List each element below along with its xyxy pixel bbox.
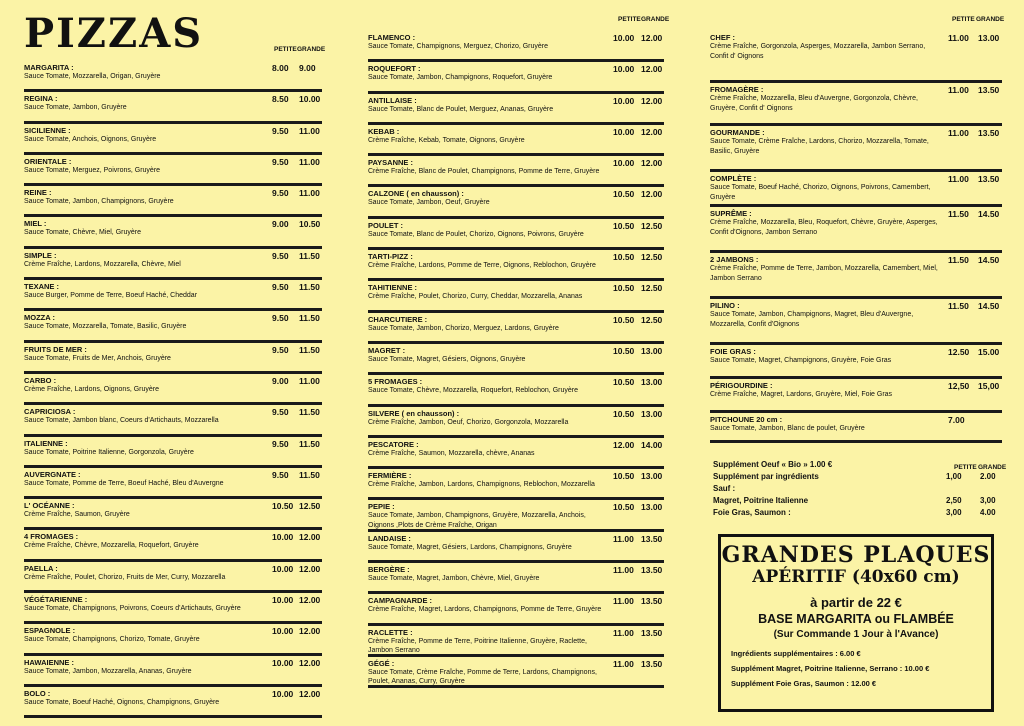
supplement-row	[710, 472, 1002, 484]
pizza-name: CARBO :	[24, 375, 57, 385]
pizza-item	[24, 124, 322, 155]
pizza-item	[710, 207, 1002, 253]
pizza-name: MOZZA :	[24, 313, 55, 323]
pizza-name: PAELLA :	[24, 563, 58, 573]
grande-header: GRANDE	[297, 46, 326, 53]
pizza-list-1	[24, 61, 322, 718]
price-grande: 12.00	[299, 626, 321, 637]
supplement-petite: 1,00	[946, 472, 962, 481]
price-grande: 10.50	[299, 219, 321, 230]
price-petite: 10.50	[613, 189, 635, 200]
pizza-name: RACLETTE :	[368, 627, 413, 637]
pizza-item	[24, 562, 322, 593]
pizza-list-2	[368, 31, 664, 688]
supplement-grande: 4.00	[980, 508, 996, 517]
pizza-item	[368, 187, 664, 218]
price-grande: 13.50	[641, 533, 663, 544]
pizza-description: Sauce Tomate, Chèvre, Miel, Gruyère	[24, 229, 141, 237]
pizza-description: Sauce Tomate, Magret, Champignons, Gruyère, Foie Gras	[710, 357, 892, 364]
price-petite: 10.50	[613, 252, 635, 263]
pizza-name: ORIENTALE :	[24, 156, 72, 166]
pizza-description: Sauce Tomate, Jambon blanc, Coeurs d'Artichauts, Mozzarella	[24, 417, 219, 425]
supplement-grande: 3,00	[980, 496, 996, 505]
pizza-name: PÉRIGOURDINE :	[710, 381, 773, 390]
pizza-name: ITALIENNE :	[24, 438, 68, 448]
price-grande: 13.50	[641, 596, 663, 607]
pizza-description: Sauce Tomate, Chèvre, Mozzarella, Roquefort, Reblochon, Gruyère	[368, 387, 578, 395]
pizza-name: SIMPLE :	[24, 250, 57, 260]
price-petite: 12,50	[948, 381, 970, 391]
plaques-title: GRANDES PLAQUES	[721, 542, 991, 568]
pizza-item	[24, 374, 322, 405]
pizza-name: L' OCÉANNE :	[24, 501, 75, 511]
pizza-description: Crème Fraîche, Saumon, Gruyère	[24, 511, 130, 519]
supplement-label: Supplément par ingrédients	[713, 472, 819, 481]
pizza-name: LANDAISE :	[368, 533, 411, 543]
pizza-description: Crème Fraîche, Poulet, Chorizo, Fruits de Mer, Curry, Mozzarella	[24, 573, 226, 581]
pizza-description: Crème Fraîche, Saumon, Mozzarella, chèvre, Ananas	[368, 449, 535, 457]
pizza-name: GÉGÉ :	[368, 658, 395, 668]
pizza-item	[710, 345, 1002, 379]
price-grande: 13.50	[641, 658, 663, 669]
price-petite: 11.00	[948, 174, 969, 184]
supplement-label: Supplément Oeuf « Bio » 1.00 €	[713, 460, 833, 469]
pizza-description: Sauce Burger, Pomme de Terre, Boeuf Haché, Cheddar	[24, 292, 198, 300]
pizza-name: PESCATORE :	[368, 439, 419, 449]
plaques-base: BASE MARGARITA ou FLAMBÉE	[758, 612, 954, 626]
price-petite: 12.00	[613, 439, 635, 450]
price-grande: 9.00	[299, 63, 316, 73]
pizza-item	[368, 563, 664, 594]
plaques-price: à partir de 22 €	[810, 595, 902, 610]
pizza-name: HAWAIENNE :	[24, 657, 75, 667]
plaques-extra: Supplément Magret, Poitrine Italienne, Serrano : 10.00 €	[731, 664, 930, 673]
pizza-description: Sauce Tomate, Jambon, Oeuf, Gruyère	[368, 199, 490, 207]
pizza-name: MIEL :	[24, 219, 47, 229]
pizza-item	[24, 311, 322, 342]
supplement-petite: 2,50	[946, 496, 962, 505]
supplement-grande-header: GRANDE	[978, 464, 1007, 471]
pizza-name: SICILIENNE :	[24, 125, 71, 135]
price-grande: 12.00	[641, 126, 663, 137]
price-petite: 10.00	[272, 532, 294, 543]
price-petite: 11.00	[613, 627, 634, 638]
price-grande: 12.00	[299, 563, 321, 574]
price-petite: 10.50	[613, 345, 635, 356]
price-grande: 12.00	[299, 657, 321, 668]
pizza-item	[24, 437, 322, 468]
price-grande: 13.00	[978, 33, 1000, 43]
pizza-description: Crème Fraîche, Blanc de Poulet, Champignons, Pomme de Terre, Gruyère	[368, 168, 600, 176]
price-petite: 10.50	[613, 502, 635, 513]
pizza-item	[368, 469, 664, 500]
price-grande: 11.50	[299, 344, 320, 355]
price-grande: 14.50	[978, 209, 1000, 219]
supplements	[710, 460, 1002, 520]
price-grande: 14.50	[978, 255, 1000, 265]
menu-title: PIZZAS	[24, 10, 204, 57]
pizza-item	[24, 687, 322, 718]
price-grande: 11.50	[299, 438, 320, 449]
pizza-description: Crème Fraîche, Jambon, Oeuf, Chorizo, Gorgonzola, Mozzarella	[368, 418, 569, 426]
pizza-description: Sauce Tomate, Crème Fraîche, Lardons, Chorizo, Mozzarella, Tomate, Basilic, Gruyère	[710, 138, 929, 155]
pizza-description: Sauce Tomate, Jambon, Gruyère	[24, 104, 127, 112]
price-petite: 11.00	[613, 658, 634, 669]
price-petite: 9.50	[272, 344, 289, 355]
pizza-item	[24, 468, 322, 499]
price-grande: 13.50	[978, 128, 1000, 138]
pizza-item	[368, 219, 664, 250]
pizza-name: PAYSANNE :	[368, 158, 414, 168]
pizza-description: Crème Fraîche, Poulet, Chorizo, Curry, Cheddar, Mozzarella, Ananas	[368, 293, 583, 301]
pizza-name: CHEF :	[710, 33, 735, 42]
pizza-description: Crème Fraîche, Chèvre, Mozzarella, Roquefort, Gruyère	[24, 542, 199, 550]
pizza-name: SILVERE ( en chausson) :	[368, 408, 460, 418]
price-grande: 11.50	[299, 282, 320, 293]
pizza-name: MAGRET :	[368, 345, 406, 355]
pizza-description: Sauce Tomate, Mozzarella, Origan, Gruyère	[24, 73, 161, 80]
petite-header: PETITE	[274, 46, 297, 53]
plaques-subtitle: APÉRITIF (40x60 cm)	[752, 567, 960, 587]
price-petite: 11.00	[613, 533, 634, 544]
pizza-name: TAHITIENNE :	[368, 283, 418, 293]
pizza-name: REGINA :	[24, 94, 58, 104]
grande-header: GRANDE	[976, 16, 1005, 23]
pizza-item	[710, 379, 1002, 413]
price-petite: 10.00	[613, 126, 635, 137]
price-petite: 9.00	[272, 219, 289, 230]
pizza-description: Sauce Tomate, Jambon, Champignons, Gruyère	[24, 198, 174, 206]
price-petite: 10.50	[613, 220, 635, 231]
pizza-name: POULET :	[368, 220, 403, 230]
price-petite: 8.50	[272, 94, 289, 105]
pizza-description: Sauce Tomate, Magret, Gésiers, Oignons, Gruyère	[368, 355, 526, 363]
price-grande: 12.00	[299, 532, 321, 543]
pizza-description: Sauce Tomate, Champignons, Poivrons, Coeurs d'Artichauts, Gruyère	[24, 605, 241, 613]
pizza-name: MARGARITA :	[24, 63, 74, 72]
pizza-description: Sauce Tomate, Boeuf Haché, Chorizo, Oignons, Poivrons, Camembert, Gruyère	[710, 184, 931, 201]
price-grande: 12.00	[299, 595, 321, 606]
price-petite: 11.00	[948, 85, 969, 95]
pizza-item	[710, 126, 1002, 172]
price-grande: 13.50	[978, 174, 1000, 184]
pizza-description: Crème Fraîche, Lardons, Pomme de Terre, Oignons, Reblochon, Gruyère	[368, 262, 596, 270]
pizza-description: Sauce Tomate, Mozzarella, Tomate, Basilic, Gruyère	[24, 323, 187, 331]
price-petite: 10.50	[613, 377, 635, 388]
price-petite: 12.50	[948, 347, 970, 357]
pizza-item	[368, 250, 664, 281]
price-petite: 10.00	[272, 595, 294, 606]
grandes-plaques-box	[718, 534, 994, 712]
pizza-item	[710, 253, 1002, 299]
pizza-description: Sauce Tomate, Pomme de Terre, Boeuf Haché, Bleu d'Auvergne	[24, 479, 224, 487]
pizza-name: GOURMANDE :	[710, 128, 765, 137]
price-grande: 13.00	[641, 502, 663, 513]
pizza-description: Crème Fraîche, Mozzarella, Bleu, Roquefort, Chèvre, Gruyère, Asperges, Confit d'Oignons, Jambon Serrano	[710, 219, 938, 236]
pizza-item	[24, 624, 322, 655]
pizza-name: FERMIÈRE :	[368, 471, 412, 481]
pizza-item	[368, 281, 664, 312]
price-grande: 11.00	[299, 125, 320, 136]
pizza-item	[24, 405, 322, 436]
price-petite: 7.00	[948, 415, 965, 425]
price-grande: 12.50	[641, 283, 663, 294]
pizza-name: TEXANE :	[24, 282, 60, 292]
price-petite: 11.50	[948, 209, 969, 219]
petite-header: PETITE	[952, 16, 975, 23]
price-grande: 13.50	[978, 85, 1000, 95]
pizza-description: Sauce Tomate, Magret, Gésiers, Lardons, Champignons, Gruyère	[368, 543, 572, 551]
price-petite: 10.50	[272, 501, 294, 512]
pizza-name: KEBAB :	[368, 126, 400, 136]
price-grande: 11.50	[299, 469, 320, 480]
supplement-row	[710, 484, 1002, 496]
price-grande: 11.50	[299, 407, 320, 418]
pizza-name: COMPLÈTE :	[710, 174, 757, 183]
price-petite: 10.00	[272, 626, 294, 637]
price-petite: 11.50	[948, 301, 969, 311]
pizza-description: Sauce Tomate, Blanc de Poulet, Merguez, Ananas, Gruyère	[368, 105, 554, 113]
price-petite: 9.50	[272, 156, 289, 167]
pizza-description: Sauce Tomate, Boeuf Haché, Oignons, Champignons, Gruyère	[24, 698, 220, 706]
supplement-label: Foie Gras, Saumon :	[713, 508, 791, 517]
price-petite: 10.50	[613, 408, 635, 419]
supplement-row	[710, 460, 1002, 472]
supplement-label: Magret, Poitrine Italienne	[713, 496, 809, 505]
price-grande: 12.50	[299, 501, 321, 512]
price-petite: 11.50	[948, 255, 969, 265]
price-grande: 13.50	[641, 565, 663, 576]
pizza-name: 5 FROMAGES :	[368, 377, 423, 387]
pizza-description: Sauce Tomate, Magret, Jambon, Chèvre, Miel, Gruyère	[368, 575, 540, 583]
pizza-item	[368, 156, 664, 187]
pizza-item	[368, 31, 664, 62]
pizza-name: CALZONE ( en chausson) :	[368, 189, 464, 199]
pizza-name: BOLO :	[24, 688, 51, 698]
price-grande: 12.00	[641, 33, 663, 43]
pizza-item	[24, 155, 322, 186]
price-petite: 8.00	[272, 63, 289, 73]
pizza-description: Crème Fraîche, Magret, Lardons, Champignons, Pomme de Terre, Gruyère	[368, 606, 602, 614]
plaques-extra: Ingrédients supplémentaires : 6.00 €	[731, 649, 861, 658]
price-grande: 11.00	[299, 156, 320, 167]
pizza-name: FOIE GRAS :	[710, 347, 756, 356]
pizza-description: Sauce Tomate, Jambon, Champignons, Roquefort, Gruyère	[368, 74, 553, 82]
price-grande: 12.00	[641, 158, 663, 169]
price-grande: 13.00	[641, 408, 663, 419]
plaques-extras	[721, 646, 991, 691]
pizza-description: Sauce Tomate, Champignons, Merguez, Chorizo, Gruyère	[368, 43, 549, 50]
supplement-row	[710, 496, 1002, 508]
pizza-name: VÉGÉTARIENNE :	[24, 595, 88, 605]
price-petite: 9.50	[272, 188, 289, 199]
pizza-name: 4 FROMAGES :	[24, 532, 79, 542]
price-grande: 14.00	[641, 439, 663, 450]
price-grande: 13.00	[641, 377, 663, 388]
price-grande: 11.00	[299, 188, 320, 199]
supplement-grande: 2.00	[980, 472, 996, 481]
pizza-description: Crème Fraîche, Magret, Lardons, Gruyère, Miel, Foie Gras	[710, 391, 893, 398]
pizza-name: FRUITS DE MER :	[24, 344, 87, 354]
pizza-name: TARTI-PIZZ :	[368, 252, 413, 262]
pizza-description: Crème Fraîche, Lardons, Mozzarella, Chèvre, Miel	[24, 260, 181, 268]
pizza-item	[710, 83, 1002, 126]
price-grande: 12.00	[299, 688, 321, 699]
pizza-description: Crème Fraîche, Jambon, Lardons, Champignons, Reblochon, Mozzarella	[368, 481, 595, 489]
pizza-item	[368, 657, 664, 688]
pizza-item	[24, 61, 322, 92]
petite-header: PETITE	[618, 16, 641, 23]
price-grande: 13.50	[641, 627, 663, 638]
price-grande: 12.00	[641, 95, 663, 106]
pizza-description: Sauce Tomate, Champignons, Chorizo, Tomate, Gruyère	[24, 636, 200, 644]
pizza-description: Sauce Tomate, Crème Fraîche, Pomme de Terre, Lardons, Champignons, Poulet, Ananas, Curry, Gruyère	[368, 668, 597, 686]
price-petite: 10.00	[613, 64, 635, 75]
pizza-item	[368, 125, 664, 156]
pizza-item	[710, 31, 1002, 83]
pizza-item	[24, 186, 322, 217]
pizza-item	[368, 407, 664, 438]
pizza-item	[368, 62, 664, 93]
pizza-description: Sauce Tomate, Jambon, Chorizo, Merguez, Lardons, Gruyère	[368, 324, 559, 332]
pizza-item	[24, 280, 322, 311]
pizza-description: Sauce Tomate, Jambon, Champignons, Magret, Bleu d'Auvergne, Mozzarella, Confit d'Oignons	[710, 311, 914, 328]
pizza-item	[24, 217, 322, 248]
pizza-item	[24, 530, 322, 561]
pizza-description: Sauce Tomate, Jambon, Mozzarella, Ananas, Gruyère	[24, 667, 192, 675]
price-grande: 12.00	[641, 64, 663, 75]
grande-header: GRANDE	[641, 16, 670, 23]
pizza-description: Sauce Tomate, Fruits de Mer, Anchois, Gruyère	[24, 354, 171, 362]
pizza-item	[368, 94, 664, 125]
price-petite: 10.00	[272, 563, 294, 574]
pizza-name: ESPAGNOLE :	[24, 626, 76, 636]
price-petite: 9.50	[272, 469, 289, 480]
price-petite: 10.00	[272, 657, 294, 668]
price-petite: 11.00	[613, 596, 634, 607]
pizza-name: AUVERGNATE :	[24, 469, 81, 479]
plaques-note: (Sur Commande 1 Jour à l'Avance)	[773, 629, 939, 640]
price-petite: 10.00	[613, 95, 635, 106]
price-petite: 9.50	[272, 282, 289, 293]
pizza-item	[368, 344, 664, 375]
price-petite: 10.50	[613, 471, 635, 482]
price-petite: 10.00	[613, 158, 635, 169]
price-grande: 15,00	[978, 381, 1000, 391]
pizza-item	[710, 299, 1002, 345]
pizza-description: Sauce Tomate, Anchois, Oignons, Gruyère	[24, 135, 157, 143]
pizza-description: Sauce Tomate, Jambon, Champignons, Gruyère, Mozzarella, Anchois, Oignons ,Plots de Crème Fraîche, Origan	[368, 512, 586, 529]
pizza-item	[368, 313, 664, 344]
price-petite: 11.00	[948, 128, 969, 138]
price-grande: 11.00	[299, 375, 320, 386]
pizza-item	[24, 593, 322, 624]
pizza-description: Sauce Tomate, Poitrine Italienne, Gorgonzola, Gruyère	[24, 448, 194, 456]
supplement-petite: 3,00	[946, 508, 962, 517]
pizza-description: Crème Fraîche, Lardons, Oignons, Gruyère	[24, 385, 160, 393]
price-grande: 11.50	[299, 250, 320, 261]
pizza-item	[368, 532, 664, 563]
price-petite: 9.50	[272, 125, 289, 136]
pizza-name: CHARCUTIERE :	[368, 314, 428, 324]
price-grande: 14.50	[978, 301, 1000, 311]
pizza-description: Crème Fraîche, Pomme de Terre, Jambon, Mozzarella, Camembert, Miel, Jambon Serrano	[710, 265, 938, 282]
pizza-description: Sauce Tomate, Blanc de Poulet, Chorizo, Oignons, Poivrons, Gruyère	[368, 230, 584, 238]
pizza-name: FROMAGÈRE :	[710, 85, 764, 94]
pizza-description: Crème Fraîche, Kebab, Tomate, Oignons, Gruyère	[368, 136, 525, 144]
pizza-item	[368, 626, 664, 657]
price-petite: 11.00	[948, 33, 969, 43]
supplement-petite-header: PETITE	[954, 464, 977, 471]
pizza-item	[24, 249, 322, 280]
pizza-list-3	[710, 31, 1002, 443]
pizza-name: REINE :	[24, 188, 52, 198]
supplement-label: Sauf :	[713, 484, 736, 493]
pizza-name: 2 JAMBONS :	[710, 255, 759, 264]
pizza-item	[24, 92, 322, 123]
pizza-name: CAMPAGNARDE :	[368, 596, 433, 606]
pizza-name: FLAMENCO :	[368, 33, 416, 42]
price-grande: 15.00	[978, 347, 1000, 357]
pizza-item	[368, 594, 664, 625]
plaques-extra: Supplément Foie Gras, Saumon : 12.00 €	[731, 679, 877, 688]
price-petite: 11.00	[613, 565, 634, 576]
pizza-name: ANTILLAISE :	[368, 95, 417, 105]
price-grande: 13.00	[641, 471, 663, 482]
price-petite: 9.50	[272, 407, 289, 418]
price-petite: 9.50	[272, 250, 289, 261]
price-grande: 13.00	[641, 345, 663, 356]
price-grande: 12.50	[641, 314, 663, 325]
price-petite: 10.00	[272, 688, 294, 699]
price-petite: 9.50	[272, 313, 289, 324]
pizza-item	[24, 499, 322, 530]
pizza-name: PITCHOUNE 20 cm :	[710, 415, 783, 424]
price-grande: 11.50	[299, 313, 320, 324]
pizza-item	[710, 413, 1002, 443]
price-petite: 10.00	[613, 33, 635, 43]
price-grande: 10.00	[299, 94, 321, 105]
price-petite: 9.00	[272, 375, 289, 386]
pizza-item	[710, 172, 1002, 207]
pizza-description: Crème Fraîche, Mozzarella, Bleu d'Auvergne, Gorgonzola, Chèvre, Gruyère, Confit d' Oignons	[710, 95, 918, 112]
supplement-row	[710, 508, 1002, 520]
pizza-name: ROQUEFORT :	[368, 64, 421, 74]
pizza-item	[24, 656, 322, 687]
pizza-name: PILINO :	[710, 301, 740, 310]
price-grande: 12.00	[641, 189, 663, 200]
price-petite: 10.50	[613, 283, 635, 294]
pizza-name: BERGÈRE :	[368, 565, 410, 575]
pizza-description: Sauce Tomate, Merguez, Poivrons, Gruyère	[24, 166, 161, 174]
pizza-name: SUPRÊME :	[710, 209, 752, 218]
price-petite: 10.50	[613, 314, 635, 325]
pizza-item	[368, 375, 664, 406]
pizza-description: Sauce Tomate, Jambon, Blanc de poulet, Gruyère	[710, 425, 865, 432]
price-grande: 12.50	[641, 252, 663, 263]
pizza-item	[24, 343, 322, 374]
pizza-description: Crème Fraîche, Pomme de Terre, Poitrine Italienne, Gruyère, Raclette, Jambon Serrano	[368, 637, 587, 655]
pizza-name: PEPIE :	[368, 502, 395, 512]
pizza-item	[368, 438, 664, 469]
pizza-name: CAPRICIOSA :	[24, 407, 76, 417]
pizza-item	[368, 500, 664, 531]
price-petite: 9.50	[272, 438, 289, 449]
pizza-description: Crème Fraîche, Gorgonzola, Asperges, Mozzarella, Jambon Serrano, Confit d' Oignons	[710, 43, 926, 60]
price-grande: 12.50	[641, 220, 663, 231]
